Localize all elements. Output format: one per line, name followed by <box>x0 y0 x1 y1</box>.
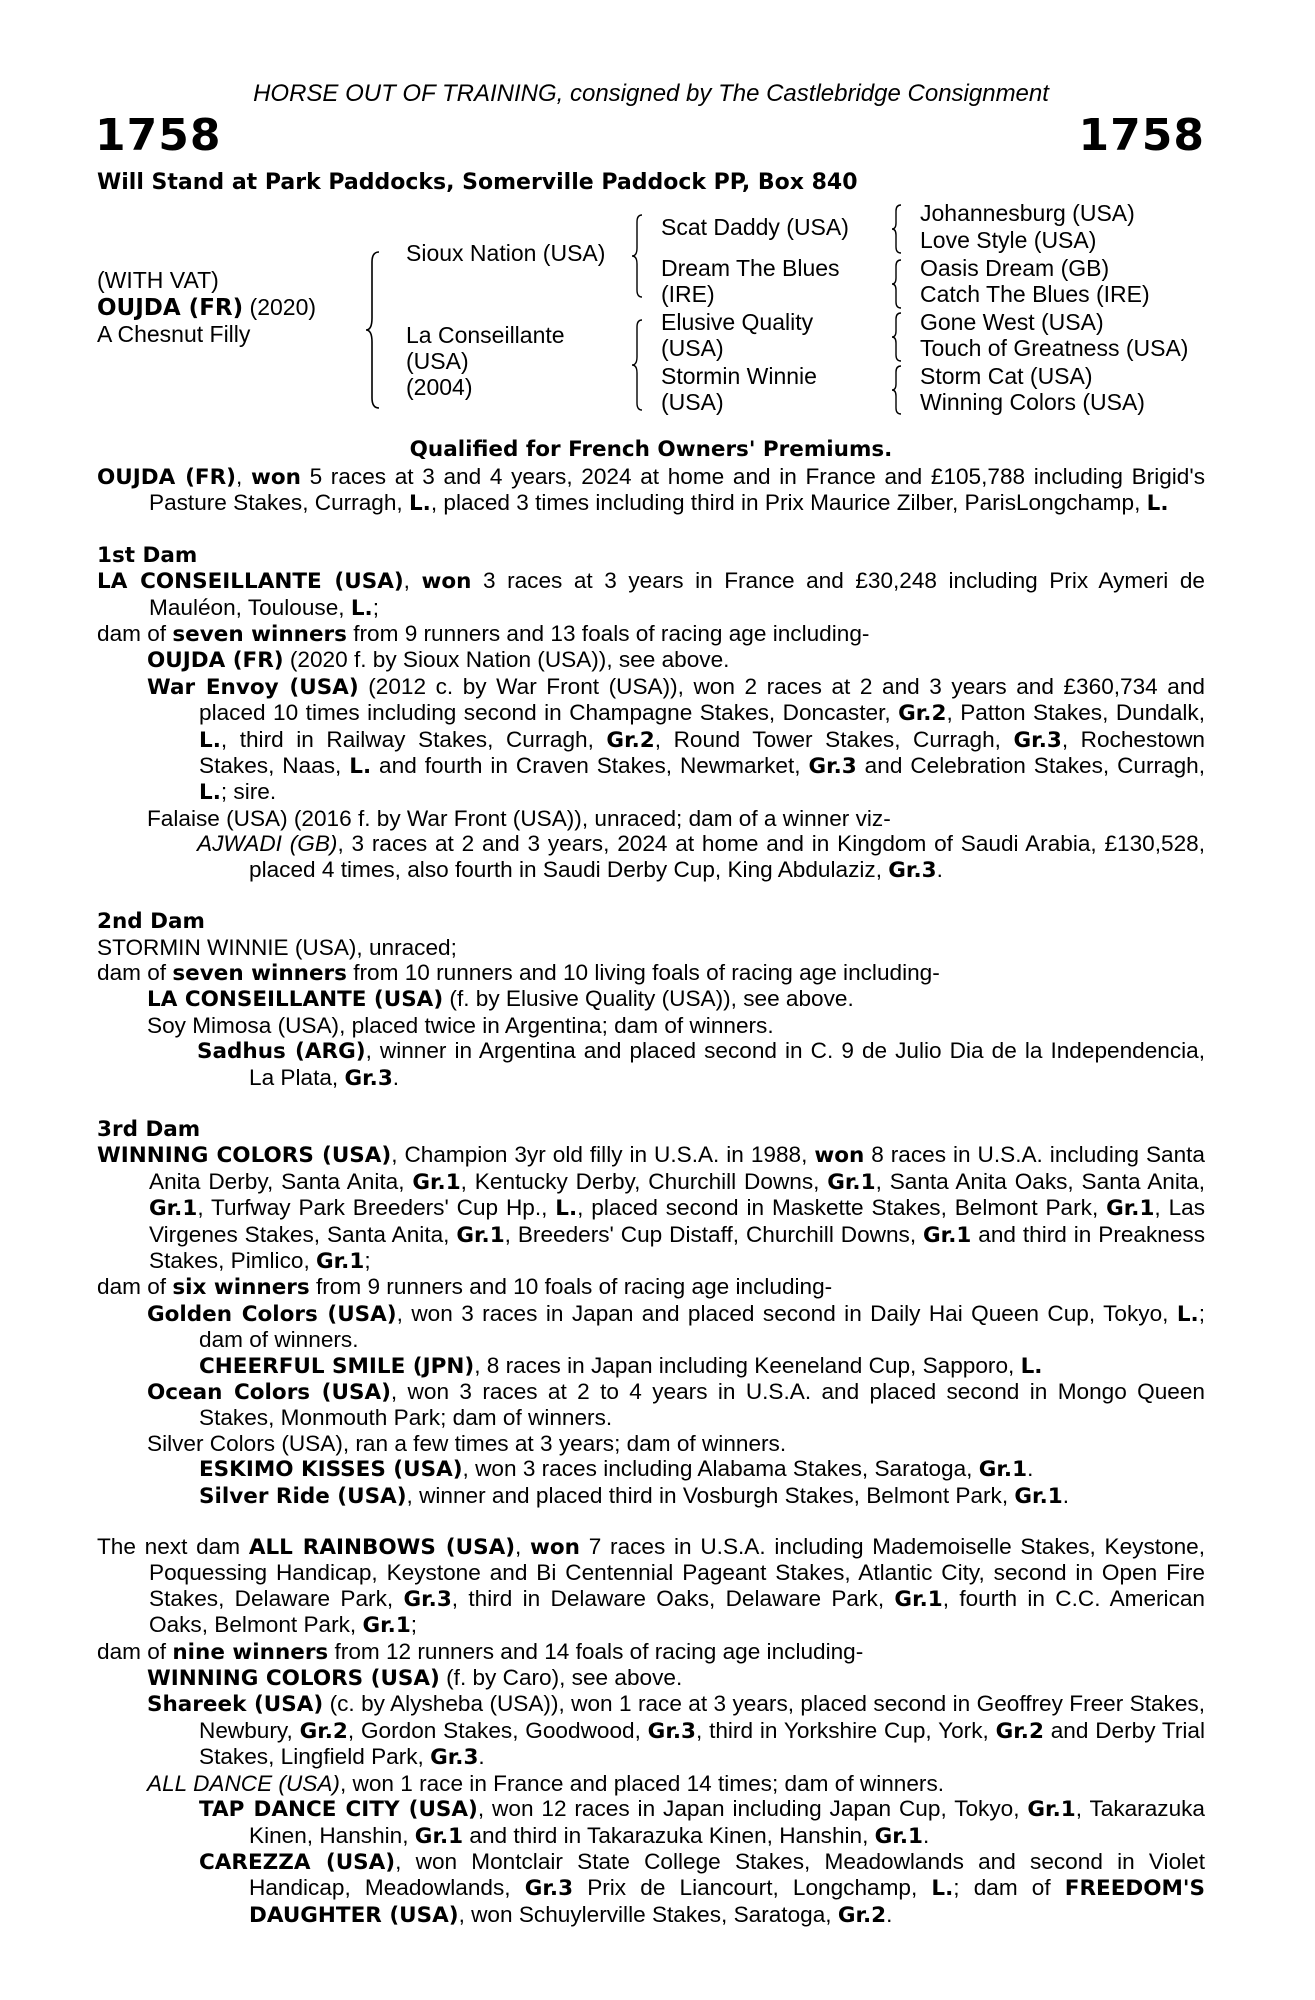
sire-sire: Scat Daddy (USA) <box>661 214 849 240</box>
produce-soy-mimosa: Soy Mimosa (USA), placed twice in Argentina; dam of winners. <box>147 1012 774 1038</box>
second-dam-record: STORMIN WINNIE (USA), unraced; <box>97 934 457 960</box>
third-dam-heading: 3rd Dam <box>97 1116 201 1142</box>
produce-all-dance: ALL DANCE (USA), won 1 race in France and placed 14 times; dam of winners. <box>147 1770 945 1796</box>
stand-location: Will Stand at Park Paddocks, Somerville Paddock PP, Box 840 <box>97 170 858 195</box>
sire-sire-dam: Love Style (USA) <box>920 227 1097 253</box>
horse-year: (2020) <box>243 294 317 320</box>
pedigree-brace-ss <box>891 203 905 255</box>
pedigree-brace-ds <box>891 311 905 363</box>
pedigree-brace-dam <box>631 318 647 412</box>
pedigree-brace-sd <box>891 258 905 310</box>
sire-dam-sire: Oasis Dream (GB) <box>920 255 1110 281</box>
sire-sire-sire: Johannesburg (USA) <box>920 200 1135 226</box>
dam-dam-sire: Storm Cat (USA) <box>920 363 1093 389</box>
produce-sadhus: Sadhus (ARG), winner in Argentina and placed second in C. 9 de Julio Dia de la Independencia, La Plata, Gr.3. <box>197 1038 1205 1091</box>
horse-title <box>97 294 316 321</box>
sire-dam-dam: Catch The Blues (IRE) <box>920 281 1150 307</box>
produce-tap-dance-city: TAP DANCE CITY (USA), won 12 races in Japan including Japan Cup, Tokyo, Gr.1, Takarazuka Kinen, Hanshin, Gr.1 and third in Takarazuka Kinen, Hanshin, Gr.1. <box>199 1796 1205 1849</box>
catalogue-body <box>97 464 1205 1928</box>
produce-shareek: Shareek (USA) (c. by Alysheba (USA)), won 1 race at 3 years, placed second in Geoffrey Freer Stakes, Newbury, Gr.2, Gordon Stakes, Goodwood, Gr.3, third in Yorkshire Cup, York, Gr.2 and Derby Trial Stakes, Lingfield Park, Gr.3. <box>147 1691 1205 1771</box>
pedigree-brace-sire <box>631 213 647 299</box>
premium-note: Qualified for French Owners' Premiums. <box>409 437 893 462</box>
lot-number-left: 1758 <box>95 110 222 161</box>
pedigree-brace-dd <box>891 364 905 416</box>
horse-summary: OUJDA (FR), won 5 races at 3 and 4 years, 2024 at home and in France and £105,788 including Brigid's Pasture Stakes, Curragh, L., placed 3 times including third in Prix Maurice Zilber, ParisLongchamp, L. <box>97 464 1205 517</box>
dam-sire-line2: (USA) <box>661 335 724 361</box>
produce-cheerful-smile: CHEERFUL SMILE (JPN), 8 races in Japan including Keeneland Cup, Sapporo, L. <box>199 1352 1043 1379</box>
produce-silver-ride: Silver Ride (USA), winner and placed third in Vosburgh Stakes, Belmont Park, Gr.1. <box>199 1482 1069 1509</box>
horse-name: OUJDA (FR) <box>97 295 244 321</box>
dam-dam-line1: Stormin Winnie <box>661 363 817 389</box>
dam-name-line1: La Conseillante <box>406 322 565 348</box>
dam-name-line3: (2004) <box>406 374 473 400</box>
produce-oujda: OUJDA (FR) (2020 f. by Sioux Nation (USA)), see above. <box>147 647 730 674</box>
vat-note: (WITH VAT) <box>97 267 219 293</box>
sire-name: Sioux Nation (USA) <box>406 240 606 266</box>
produce-la-conseillante: LA CONSEILLANTE (USA) (f. by Elusive Quality (USA)), see above. <box>147 986 854 1013</box>
first-dam-record: LA CONSEILLANTE (USA), won 3 races at 3 years in France and £30,248 including Prix Aymeri de Mauléon, Toulouse, L.; <box>97 568 1205 621</box>
produce-golden-colors: Golden Colors (USA), won 3 races in Japan and placed second in Daily Hai Queen Cup, Tokyo, L.; dam of winners. <box>147 1300 1205 1353</box>
produce-war-envoy: War Envoy (USA) (2012 c. by War Front (USA)), won 2 races at 2 and 3 years and £360,734 and placed 10 times including second in Champagne Stakes, Doncaster, Gr.2, Patton Stakes, Dundalk, L., third in Railway Stakes, Curragh, Gr.2, Round Tower Stakes, Curragh, Gr.3, Rochestown Stakes, Naas, L. and fourth in Craven Stakes, Newmarket, Gr.3 and Celebration Stakes, Curragh, L.; sire. <box>147 673 1206 806</box>
produce-falaise: Falaise (USA) (2016 f. by War Front (USA)), unraced; dam of a winner viz- <box>147 805 891 831</box>
produce-winning-colors: WINNING COLORS (USA) (f. by Caro), see above. <box>147 1665 683 1692</box>
next-dam-record: The next dam ALL RAINBOWS (USA), won 7 races in U.S.A. including Mademoiselle Stakes, Keystone, Poquessing Handicap, Keystone and Bi Centennial Pageant Stakes, Atlantic City, second in Open Fire Stakes, Delaware Park, Gr.3, third in Delaware Oaks, Delaware Park, Gr.1, fourth in C.C. American Oaks, Belmont Park, Gr.1; <box>97 1534 1205 1639</box>
produce-ocean-colors: Ocean Colors (USA), won 3 races at 2 to 4 years in U.S.A. and placed second in Mongo Queen Stakes, Monmouth Park; dam of winners. <box>147 1379 1205 1431</box>
dam-dam-dam: Winning Colors (USA) <box>920 389 1145 415</box>
third-dam-record: WINNING COLORS (USA), Champion 3yr old filly in U.S.A. in 1988, won 8 races in U.S.A. including Santa Anita Derby, Santa Anita, Gr.1, Kentucky Derby, Churchill Downs, Gr.1, Santa Anita Oaks, Santa Anita, Gr.1, Turfway Park Breeders' Cup Hp., L., placed second in Maskette Stakes, Belmont Park, Gr.1, Las Virgenes Stakes, Santa Anita, Gr.1, Breeders' Cup Distaff, Churchill Downs, Gr.1 and third in Preakness Stakes, Pimlico, Gr.1; <box>97 1142 1206 1274</box>
dam-sire-sire: Gone West (USA) <box>920 309 1104 335</box>
dam-name-line2: (USA) <box>406 348 469 374</box>
lot-number-right: 1758 <box>1078 110 1205 161</box>
sire-dam-line2: (IRE) <box>661 281 715 307</box>
dam-sire-line1: Elusive Quality <box>661 309 814 335</box>
dam-dam-line2: (USA) <box>661 389 724 415</box>
sire-dam-line1: Dream The Blues <box>661 255 840 281</box>
horse-description: A Chesnut Filly <box>97 321 251 347</box>
produce-silver-colors: Silver Colors (USA), ran a few times at 3 years; dam of winners. <box>147 1430 787 1456</box>
next-dam-produce: dam of nine winners from 12 runners and 14 foals of racing age including- <box>97 1638 864 1665</box>
first-dam-produce: dam of seven winners from 9 runners and 13 foals of racing age including- <box>97 621 870 648</box>
consignment-line: HORSE OUT OF TRAINING, consigned by The Castlebridge Consignment <box>253 80 1049 107</box>
produce-eskimo-kisses: ESKIMO KISSES (USA), won 3 races including Alabama Stakes, Saratoga, Gr.1. <box>199 1456 1034 1483</box>
first-dam-heading: 1st Dam <box>97 542 198 568</box>
pedigree-brace-main <box>365 250 385 410</box>
third-dam-produce: dam of six winners from 9 runners and 10 foals of racing age including- <box>97 1274 833 1301</box>
second-dam-heading: 2nd Dam <box>97 909 205 935</box>
dam-sire-dam: Touch of Greatness (USA) <box>920 335 1189 361</box>
produce-carezza: CAREZZA (USA), won Montclair State College Stakes, Meadowlands and second in Violet Handicap, Meadowlands, Gr.3 Prix de Liancourt, Longchamp, L.; dam of FREEDOM'S DAUGHTER (USA), won Schuylerville Stakes, Saratoga, Gr.2. <box>199 1848 1205 1928</box>
produce-ajwadi: AJWADI (GB), 3 races at 2 and 3 years, 2024 at home and in Kingdom of Saudi Arabia, £130,528, placed 4 times, also fourth in Saudi Derby Cup, King Abdulaziz, Gr.3. <box>197 831 1206 883</box>
second-dam-produce: dam of seven winners from 10 runners and 10 living foals of racing age including- <box>97 959 940 986</box>
